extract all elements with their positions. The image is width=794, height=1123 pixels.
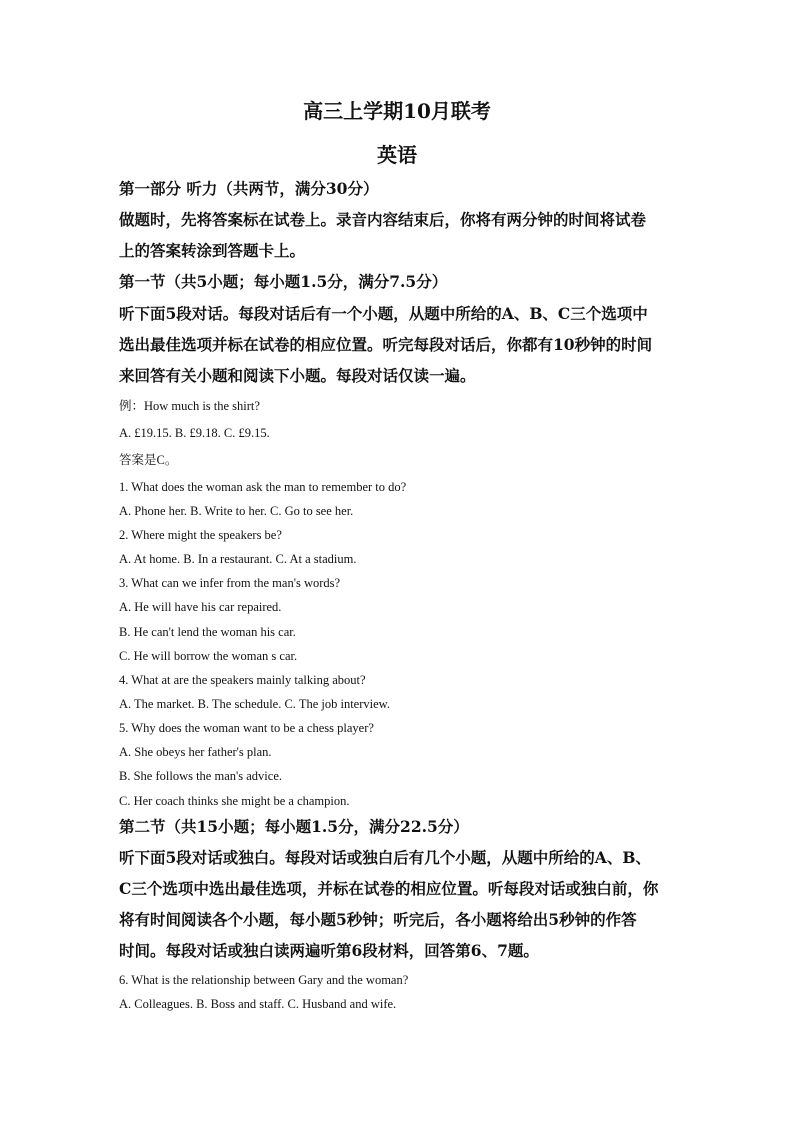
- section1-instruction-line-3: 来回答有关小题和阅读下小题。每段对话仅读一遍。: [119, 366, 476, 385]
- question-2-options: A. At home. B. In a restaurant. C. At a stadium.: [119, 552, 357, 566]
- question-6-options: A. Colleagues. B. Boss and staff. C. Husband and wife.: [119, 997, 397, 1011]
- intro-line-2: 上的答案转涂到答题卡上。: [119, 241, 306, 260]
- section2-heading: 第二节（共15小题；每小题1.5分，满分22.5分）: [119, 817, 469, 836]
- example-answer: 答案是C。: [119, 453, 178, 467]
- question-4: 4. What at are the speakers mainly talking about?: [119, 673, 366, 687]
- exam-subject: 英语: [377, 143, 417, 167]
- part1-heading: 第一部分 听力（共两节，满分30分）: [119, 179, 379, 198]
- section1-heading: 第一节（共5小题；每小题1.5分，满分7.5分）: [119, 272, 448, 291]
- section1-instruction-line-2: 选出最佳选项并标在试卷的相应位置。听完每段对话后，你都有10秒钟的时间: [119, 335, 653, 354]
- question-5: 5. Why does the woman want to be a chess player?: [119, 721, 374, 735]
- section1-instruction-line-1: 听下面5段对话。每段对话后有一个小题，从题中所给的A、B、C三个选项中: [119, 304, 648, 323]
- question-2: 2. Where might the speakers be?: [119, 528, 282, 542]
- section2-instruction-line-2: C三个选项中选出最佳选项，并标在试卷的相应位置。听每段对话或独白前，你: [119, 879, 659, 898]
- question-3: 3. What can we infer from the man's words?: [119, 576, 341, 590]
- question-1: 1. What does the woman ask the man to remember to do?: [119, 480, 407, 494]
- intro-line-1: 做题时，先将答案标在试卷上。录音内容结束后，你将有两分钟的时间将试卷: [119, 210, 647, 229]
- question-1-options: A. Phone her. B. Write to her. C. Go to see her.: [119, 504, 354, 518]
- question-5-option-b: B. She follows the man's advice.: [119, 769, 282, 783]
- question-3-option-a: A. He will have his car repaired.: [119, 600, 282, 614]
- question-3-option-c: C. He will borrow the woman s car.: [119, 649, 298, 663]
- section2-instruction-line-3: 将有时间阅读各个小题，每小题5秒钟；听完后，各小题将给出5秒钟的作答: [119, 910, 637, 929]
- question-5-option-a: A. She obeys her father's plan.: [119, 745, 272, 759]
- question-6: 6. What is the relationship between Gary and the woman?: [119, 973, 409, 987]
- example-options: A. £19.15. B. £9.18. C. £9.15.: [119, 426, 270, 440]
- question-5-option-c: C. Her coach thinks she might be a champion.: [119, 794, 350, 808]
- section2-instruction-line-1: 听下面5段对话或独白。每段对话或独白后有几个小题，从题中所给的A、B、: [119, 848, 651, 867]
- exam-title: 高三上学期10月联考: [303, 99, 491, 123]
- question-4-options: A. The market. B. The schedule. C. The job interview.: [119, 697, 391, 711]
- section2-instruction-line-4: 时间。每段对话或独白读两遍听第6段材料，回答第6、7题。: [119, 941, 539, 960]
- question-3-option-b: B. He can't lend the woman his car.: [119, 625, 296, 639]
- example-question: 例：How much is the shirt?: [119, 399, 260, 413]
